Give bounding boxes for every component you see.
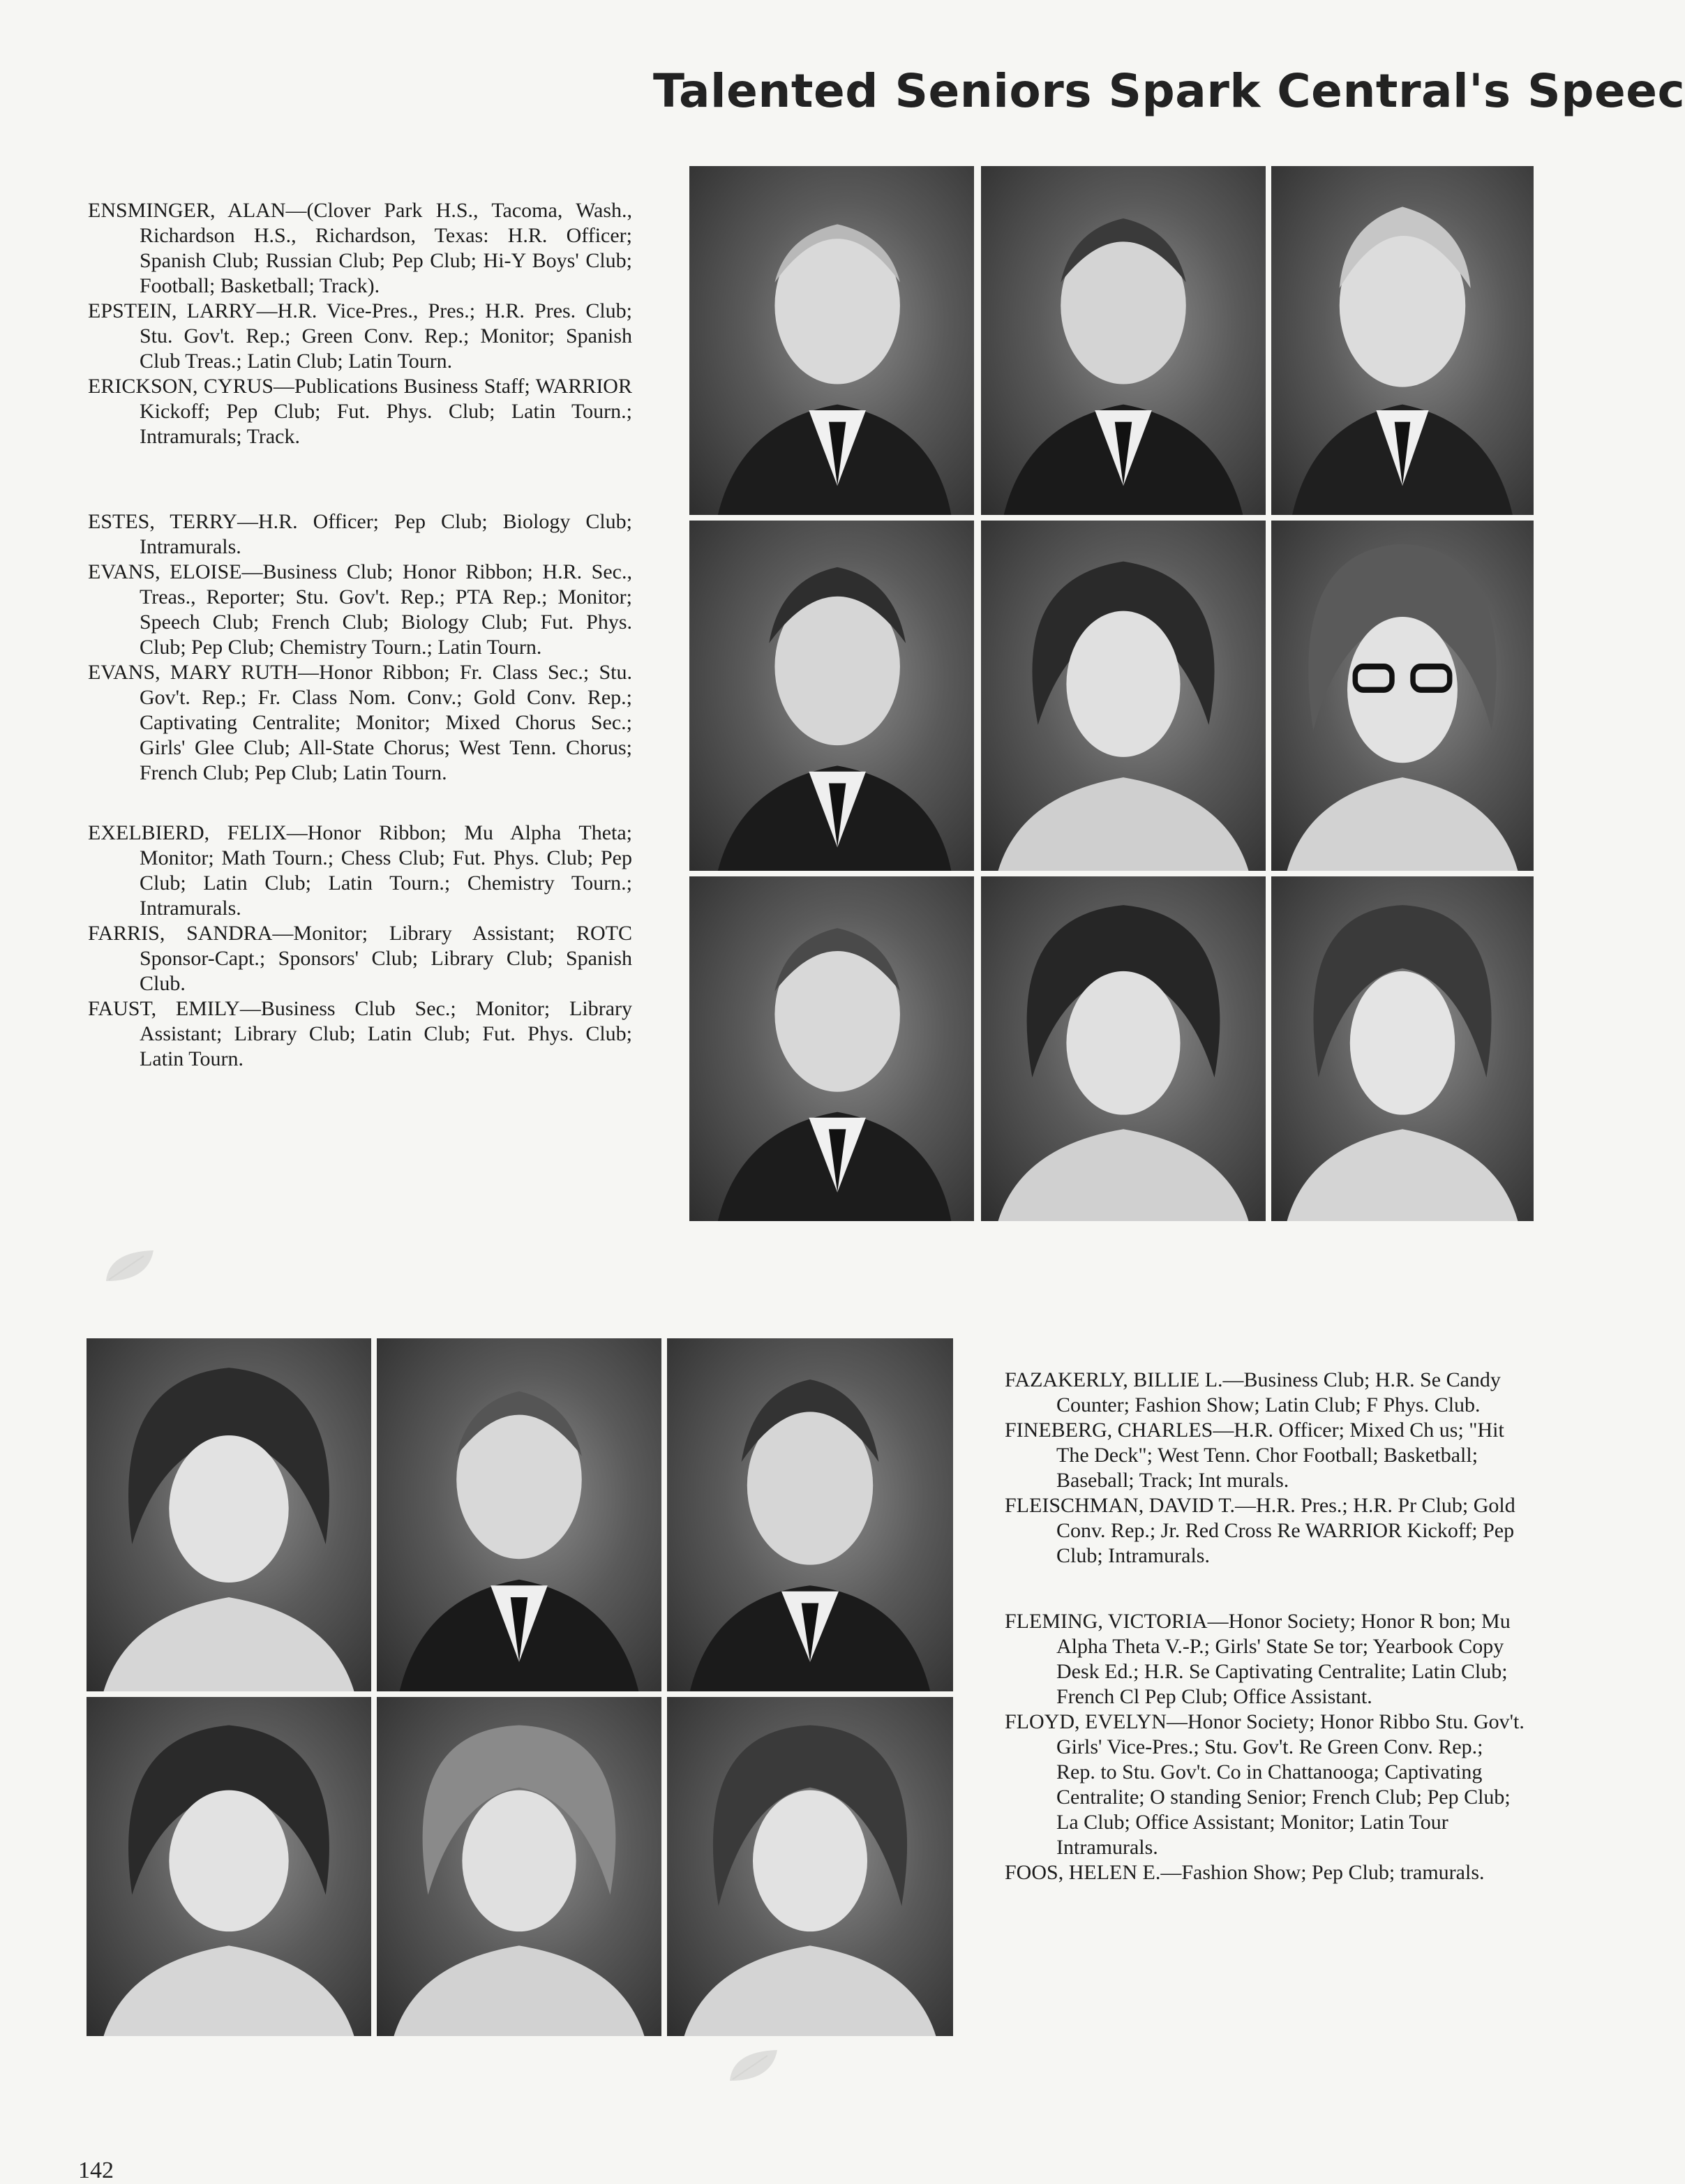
portrait-photo <box>87 1338 371 1691</box>
bio-ensminger: ENSMINGER, ALAN—(Clover Park H.S., Tacoma, Wash., Richardson H.S., Richardson, Texas: H.R. Officer; Spanish Club; Russian Club; Pep Club; Hi-Y Boys' Club; Football; Basketball; Track). <box>88 199 632 297</box>
portrait-photo <box>981 521 1266 871</box>
portrait-photo <box>667 1697 953 2036</box>
bio-fleischman: FLEISCHMAN, DAVID T.—H.R. Pres.; H.R. Pr Club; Gold Conv. Rep.; Jr. Red Cross Re WARRIOR Kickoff; Pep Club; Intramurals. <box>1005 1494 1515 1567</box>
leaf-watermark-icon <box>726 2046 781 2088</box>
portrait-photo <box>689 521 974 871</box>
portrait-photo <box>981 166 1266 515</box>
bio-exelbierd: EXELBIERD, FELIX—Honor Ribbon; Mu Alpha Theta; Monitor; Math Tourn.; Chess Club; Fut. Phys. Club; Pep Club; Latin Club; Latin Tourn.; Chemistry Tourn.; Intramurals. <box>88 821 632 920</box>
bio-faust: FAUST, EMILY—Business Club Sec.; Monitor; Library Assistant; Library Club; Latin Club; Fut. Phys. Club; Latin Tourn. <box>88 997 632 1070</box>
bio-epstein: EPSTEIN, LARRY—H.R. Vice-Pres., Pres.; H.R. Pres. Club; Stu. Gov't. Rep.; Green Conv. Rep.; Monitor; Spanish Club Treas.; Latin Club; Latin Tourn. <box>88 299 632 373</box>
leaf-watermark-icon <box>102 1246 158 1288</box>
bio-fazakerly: FAZAKERLY, BILLIE L.—Business Club; H.R. Se Candy Counter; Fashion Show; Latin Club; F Phys. Club. <box>1005 1368 1501 1416</box>
bio-fleming: FLEMING, VICTORIA—Honor Society; Honor R bon; Mu Alpha Theta V.-P.; Girls' State Se tor; Yearbook Copy Desk Ed.; H.R. Se Captivating Centralite; Latin Club; French Cl Pep Club; Office Assistant. <box>1005 1610 1511 1708</box>
portrait-photo <box>981 876 1266 1221</box>
bio-floyd: FLOYD, EVELYN—Honor Society; Honor Ribbo Stu. Gov't. Girls' Vice-Pres.; Stu. Gov't. Re Green Conv. Rep.; Rep. to Stu. Gov't. Co in Chattanooga; Captivating Centralite; O standing Senior; French Club; Pep Club; La Club; Office Assistant; Monitor; Latin Tour Intramurals. <box>1005 1710 1525 1859</box>
portrait-photo <box>1271 521 1534 871</box>
bio-foos: FOOS, HELEN E.—Fashion Show; Pep Club; tramurals. <box>1005 1861 1485 1884</box>
portrait-photo <box>377 1338 661 1691</box>
page-number: 142 <box>78 2157 114 2183</box>
portrait-photo <box>667 1338 953 1691</box>
bio-column-bottom <box>1005 1368 1525 1885</box>
portrait-photo <box>1271 166 1534 515</box>
bio-farris: FARRIS, SANDRA—Monitor; Library Assistant; ROTC Sponsor-Capt.; Sponsors' Club; Library Club; Spanish Club. <box>88 922 632 995</box>
portrait-photo <box>689 166 974 515</box>
bio-evans-eloise: EVANS, ELOISE—Business Club; Honor Ribbon; H.R. Sec., Treas., Reporter; Stu. Gov't. Rep.; PTA Rep.; Monitor; Speech Club; French Club; Biology Club; Fut. Phys. Club; Pep Club; Chemistry Tourn.; Latin Tourn. <box>88 560 632 659</box>
page-title: Talented Seniors Spark Central's Speec <box>653 64 1685 118</box>
portrait-photo <box>689 876 974 1221</box>
portrait-photo <box>1271 876 1534 1221</box>
bio-evans-mary-ruth: EVANS, MARY RUTH—Honor Ribbon; Fr. Class Sec.; Stu. Gov't. Rep.; Fr. Class Nom. Conv.; Gold Conv. Rep.; Captivating Centralite; Monitor; Mixed Chorus Sec.; Girls' Glee Club; All-State Chorus; West Tenn. Chorus; French Club; Pep Club; Latin Tourn. <box>88 661 632 784</box>
bio-fineberg: FINEBERG, CHARLES—H.R. Officer; Mixed Ch us; "Hit The Deck"; West Tenn. Chor Football; Basketball; Baseball; Track; Int murals. <box>1005 1419 1504 1492</box>
bio-estes: ESTES, TERRY—H.R. Officer; Pep Club; Biology Club; Intramurals. <box>88 510 632 558</box>
bio-erickson: ERICKSON, CYRUS—Publications Business Staff; WARRIOR Kickoff; Pep Club; Fut. Phys. Club; Latin Tourn.; Intramurals; Track. <box>88 375 632 448</box>
bio-column-top <box>88 198 632 1072</box>
portrait-photo <box>87 1697 371 2036</box>
portrait-photo <box>377 1697 661 2036</box>
